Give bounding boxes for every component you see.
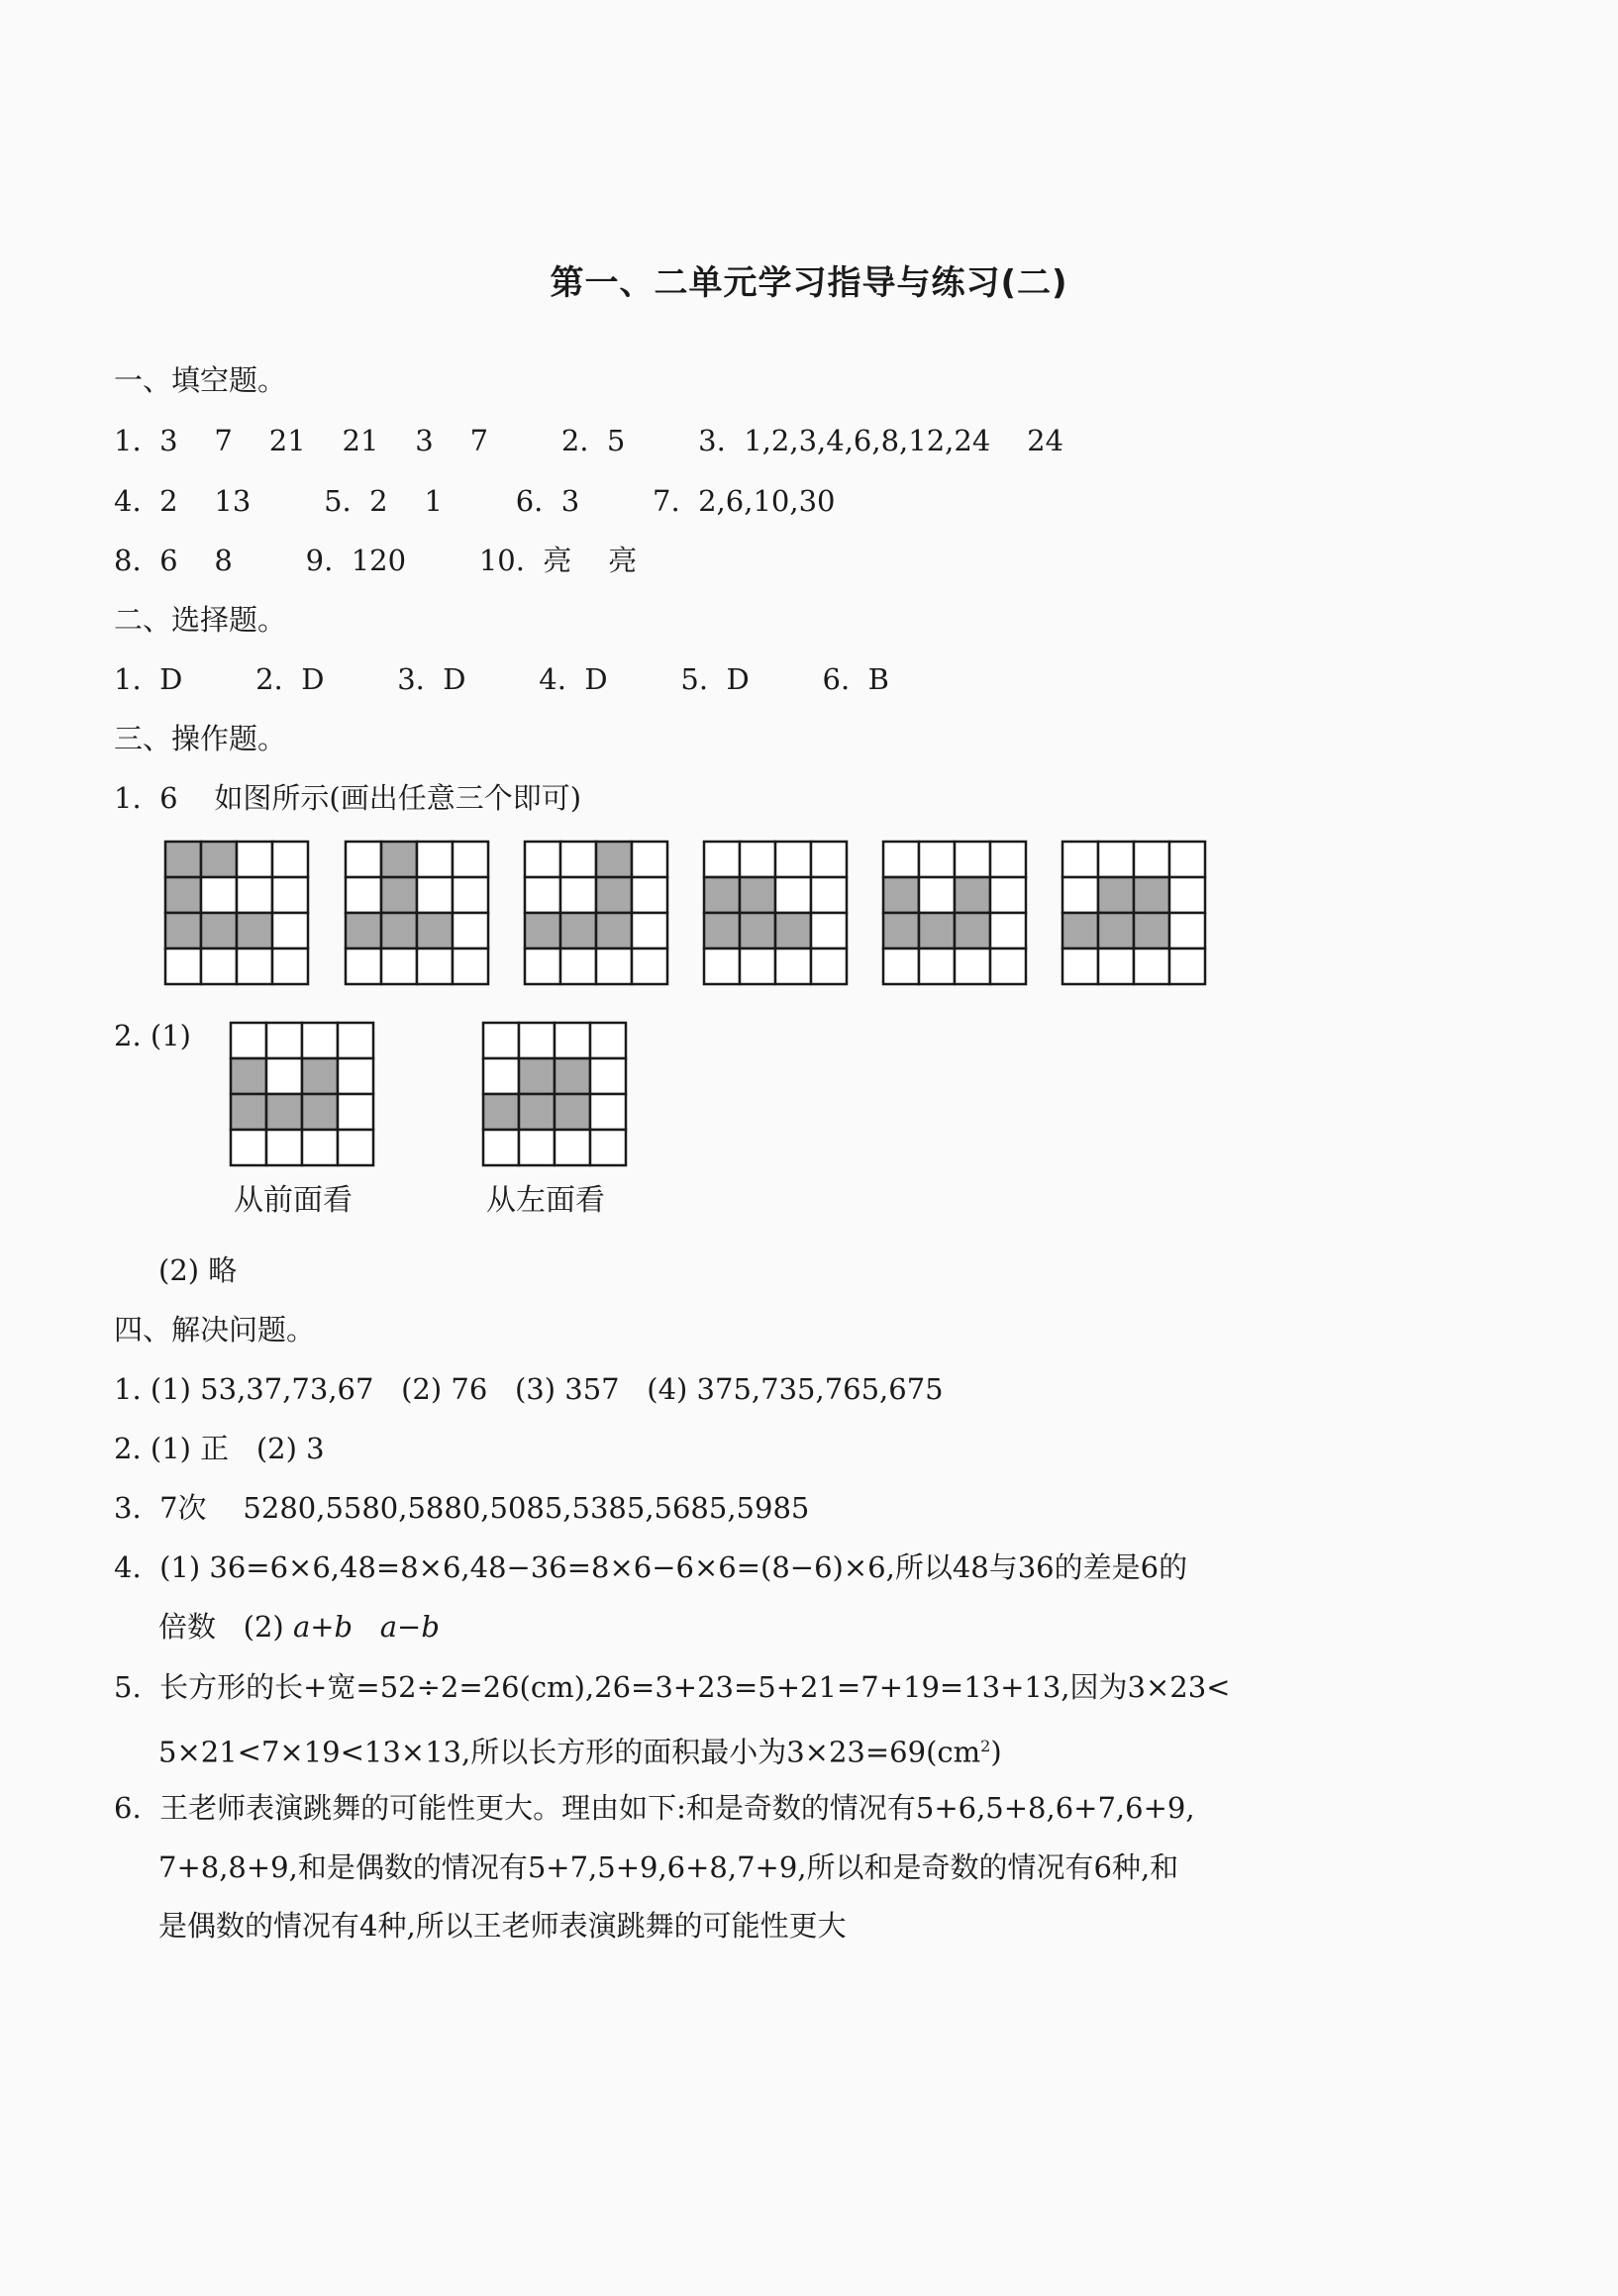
empty-cell (237, 877, 272, 913)
empty-cell (338, 1058, 373, 1094)
empty-cell (272, 877, 308, 913)
shaded-cell (237, 913, 272, 948)
shaded-cell (704, 877, 740, 913)
empty-cell (346, 948, 381, 984)
empty-cell (346, 842, 381, 877)
empty-cell (590, 1094, 626, 1130)
empty-cell (302, 1130, 338, 1165)
solve-q6-line-3: 是偶数的情况有4种,所以王老师表演跳舞的可能性更大 (158, 1909, 847, 1943)
empty-cell (590, 1058, 626, 1094)
empty-cell (919, 842, 955, 877)
section-fill-in: 一、填空题。 (114, 363, 287, 397)
shaded-cell (201, 842, 237, 877)
shaded-cell (955, 877, 990, 913)
empty-cell (338, 1130, 373, 1165)
empty-cell (740, 948, 775, 984)
shaded-cell (483, 1094, 519, 1130)
empty-cell (525, 948, 560, 984)
empty-cell (1062, 877, 1098, 913)
left-view-caption: 从左面看 (486, 1183, 605, 1218)
empty-cell (453, 948, 488, 984)
q1-grid-figure (163, 840, 310, 986)
shaded-cell (165, 842, 201, 877)
empty-cell (1134, 842, 1169, 877)
shaded-cell (740, 913, 775, 948)
empty-cell (1169, 948, 1205, 984)
solve-q6-line-1: 6. 王老师表演跳舞的可能性更大。理由如下:和是奇数的情况有5+6,5+8,6+7,6+9, (114, 1791, 1195, 1825)
empty-cell (596, 948, 632, 984)
solve-q4-line-1: 4. (1) 36=6×6,48=8×6,48−36=8×6−6×6=(8−6)×6,所以48与36的差是6的 (114, 1550, 1188, 1584)
empty-cell (237, 948, 272, 984)
empty-cell (381, 948, 417, 984)
shaded-cell (1134, 877, 1169, 913)
fill-answers-line-1: 1. 3 7 21 21 3 7 2. 5 3. 1,2,3,4,6,8,12,24 24 (114, 424, 1064, 457)
q1-grid-figure (1061, 840, 1207, 986)
solve-q1: 1. (1) 53,37,73,67 (2) 76 (3) 357 (4) 375,735,765,675 (114, 1372, 944, 1406)
empty-cell (346, 877, 381, 913)
empty-cell (990, 877, 1026, 913)
empty-cell (811, 913, 847, 948)
empty-cell (811, 948, 847, 984)
shaded-cell (596, 877, 632, 913)
empty-cell (338, 1023, 373, 1058)
expr-a-plus-b: a+b (292, 1610, 354, 1644)
empty-cell (1062, 948, 1098, 984)
shaded-cell (555, 1058, 590, 1094)
shaded-cell (525, 913, 560, 948)
shaded-cell (775, 913, 811, 948)
empty-cell (1169, 877, 1205, 913)
empty-cell (632, 842, 667, 877)
empty-cell (883, 948, 919, 984)
shaded-cell (560, 913, 596, 948)
solve-q2: 2. (1) 正 (2) 3 (114, 1432, 325, 1465)
empty-cell (955, 948, 990, 984)
empty-cell (417, 877, 453, 913)
empty-cell (266, 1023, 302, 1058)
q1-grid-figure (523, 840, 669, 986)
empty-cell (590, 1023, 626, 1058)
empty-cell (1134, 948, 1169, 984)
shaded-cell (417, 913, 453, 948)
empty-cell (555, 1130, 590, 1165)
empty-cell (417, 842, 453, 877)
empty-cell (560, 877, 596, 913)
empty-cell (883, 842, 919, 877)
empty-cell (302, 1023, 338, 1058)
empty-cell (272, 913, 308, 948)
shaded-cell (1098, 877, 1134, 913)
empty-cell (525, 877, 560, 913)
empty-cell (560, 842, 596, 877)
q1-grid-figure (881, 840, 1028, 986)
empty-cell (955, 842, 990, 877)
empty-cell (483, 1058, 519, 1094)
front-view-grid (229, 1021, 375, 1167)
empty-cell (704, 948, 740, 984)
shaded-cell (883, 877, 919, 913)
solve-q3: 3. 7次 5280,5580,5880,5085,5385,5685,5985 (114, 1491, 810, 1525)
solve-q5-line-2 (158, 1727, 1002, 1772)
choice-answers: 1. D 2. D 3. D 4. D 5. D 6. B (114, 662, 889, 696)
empty-cell (919, 877, 955, 913)
empty-cell (165, 948, 201, 984)
empty-cell (272, 948, 308, 984)
empty-cell (990, 842, 1026, 877)
shaded-cell (1062, 913, 1098, 948)
fill-answers-line-2: 4. 2 13 5. 2 1 6. 3 7. 2,6,10,30 (114, 484, 836, 518)
empty-cell (201, 877, 237, 913)
empty-cell (632, 913, 667, 948)
empty-cell (237, 842, 272, 877)
empty-cell (775, 948, 811, 984)
empty-cell (1169, 913, 1205, 948)
page-title: 第一、二单元学习指导与练习(二) (550, 263, 1068, 303)
solve-q5-close: ) (990, 1735, 1002, 1769)
empty-cell (483, 1130, 519, 1165)
empty-cell (453, 842, 488, 877)
section-operation: 三、操作题。 (114, 722, 287, 755)
front-view-caption: 从前面看 (234, 1183, 353, 1218)
square-exponent: 2 (980, 1737, 991, 1755)
solve-q5-text: 5×21<7×19<13×13,所以长方形的面积最小为3×23=69(cm (158, 1735, 981, 1769)
section-solve: 四、解决问题。 (114, 1313, 316, 1347)
shaded-cell (381, 877, 417, 913)
shaded-cell (346, 913, 381, 948)
empty-cell (1098, 948, 1134, 984)
operation-q2-label: 2. (1) (114, 1019, 191, 1052)
shaded-cell (266, 1094, 302, 1130)
shaded-cell (955, 913, 990, 948)
empty-cell (775, 842, 811, 877)
q1-grid-figure (344, 840, 490, 986)
fill-answers-line-3: 8. 6 8 9. 120 10. 亮 亮 (114, 544, 638, 577)
empty-cell (632, 948, 667, 984)
shaded-cell (596, 842, 632, 877)
shaded-cell (1098, 913, 1134, 948)
operation-q2-part2: (2) 略 (158, 1253, 238, 1287)
shaded-cell (201, 913, 237, 948)
shaded-cell (519, 1058, 555, 1094)
shaded-cell (231, 1058, 266, 1094)
shaded-cell (740, 877, 775, 913)
shaded-cell (165, 913, 201, 948)
solve-q5-line-1: 5. 长方形的长+宽=52÷2=26(cm),26=3+23=5+21=7+19=13+13,因为3×23< (114, 1670, 1231, 1704)
empty-cell (201, 948, 237, 984)
empty-cell (811, 877, 847, 913)
shaded-cell (165, 877, 201, 913)
empty-cell (266, 1130, 302, 1165)
shaded-cell (555, 1094, 590, 1130)
solve-q4-text: 倍数 (2) (158, 1610, 293, 1644)
empty-cell (272, 842, 308, 877)
shaded-cell (381, 842, 417, 877)
empty-cell (453, 913, 488, 948)
shaded-cell (302, 1094, 338, 1130)
empty-cell (632, 877, 667, 913)
empty-cell (266, 1058, 302, 1094)
empty-cell (1062, 842, 1098, 877)
shaded-cell (704, 913, 740, 948)
empty-cell (519, 1130, 555, 1165)
empty-cell (555, 1023, 590, 1058)
shaded-cell (302, 1058, 338, 1094)
empty-cell (231, 1130, 266, 1165)
empty-cell (775, 877, 811, 913)
empty-cell (519, 1023, 555, 1058)
shaded-cell (231, 1094, 266, 1130)
empty-cell (231, 1023, 266, 1058)
empty-cell (811, 842, 847, 877)
empty-cell (338, 1094, 373, 1130)
empty-cell (704, 842, 740, 877)
shaded-cell (596, 913, 632, 948)
section-choice: 二、选择题。 (114, 603, 287, 637)
empty-cell (1098, 842, 1134, 877)
solve-q4-line-2 (158, 1607, 440, 1647)
empty-cell (990, 913, 1026, 948)
empty-cell (590, 1130, 626, 1165)
shaded-cell (1134, 913, 1169, 948)
empty-cell (919, 948, 955, 984)
empty-cell (417, 948, 453, 984)
shaded-cell (381, 913, 417, 948)
empty-cell (1169, 842, 1205, 877)
shaded-cell (919, 913, 955, 948)
empty-cell (453, 877, 488, 913)
solve-q6-line-2: 7+8,8+9,和是偶数的情况有5+7,5+9,6+8,7+9,所以和是奇数的情况有6种,和 (158, 1850, 1179, 1884)
empty-cell (990, 948, 1026, 984)
left-view-grid (481, 1021, 628, 1167)
empty-cell (483, 1023, 519, 1058)
empty-cell (525, 842, 560, 877)
shaded-cell (883, 913, 919, 948)
expr-a-minus-b: a−b (379, 1610, 440, 1644)
shaded-cell (519, 1094, 555, 1130)
q1-grid-figure (702, 840, 849, 986)
empty-cell (740, 842, 775, 877)
empty-cell (560, 948, 596, 984)
operation-q1: 1. 6 如图所示(画出任意三个即可) (114, 781, 582, 815)
